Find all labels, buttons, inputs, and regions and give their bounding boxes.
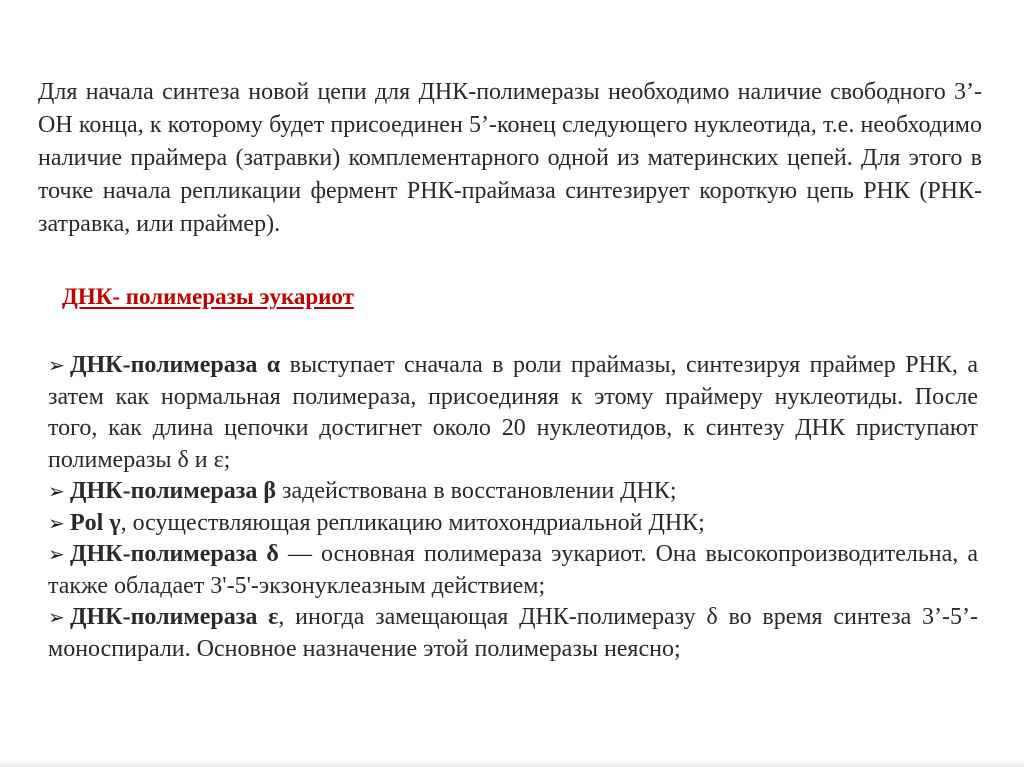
item-text: — основная полимераза эукариот. Она высокопроизводительна, а также обладает 3'-5'-экзонуклеазным действием;	[48, 541, 978, 599]
arrow-bullet-icon: ➢	[48, 605, 65, 629]
item-text: задействована в восстановлении ДНК;	[276, 478, 677, 504]
item-text: , иногда замещающая ДНК-полимеразу δ во время синтеза 3’-5’-моноспирали. Основное назначение этой полимеразы неясно;	[48, 604, 978, 662]
arrow-bullet-icon: ➢	[48, 353, 65, 377]
intro-paragraph: Для начала синтеза новой цепи для ДНК-полимеразы необходимо наличие свободного 3’-ОН конца, к которому будет присоединен 5’-конец следующего нуклеотида, т.е. необходимо наличие праймера (затравки) комплементарного одной из материнских цепей. Для этого в точке начала репликации фермент РНК-праймаза синтезирует короткую цепь РНК (РНК-затравка, или праймер).	[38, 79, 982, 237]
list-item-gamma	[48, 508, 978, 540]
arrow-bullet-icon: ➢	[48, 479, 65, 503]
list-item-beta	[48, 476, 978, 508]
item-term: Pol γ	[70, 509, 121, 536]
list-item-delta	[48, 539, 978, 602]
item-term: ДНК-полимераза β	[70, 478, 277, 504]
item-term: ДНК-полимераза ε	[70, 604, 279, 630]
item-term: ДНК-полимераза α	[70, 352, 281, 378]
section-heading: ДНК- полимеразы эукариот	[62, 284, 354, 309]
arrow-bullet-icon: ➢	[48, 510, 65, 535]
slide-bottom-shadow	[0, 759, 1024, 767]
item-term: ДНК-полимераза δ	[70, 541, 279, 567]
item-text: , осуществляющая репликацию митохондриальной ДНК;	[120, 509, 705, 536]
arrow-bullet-icon: ➢	[48, 542, 65, 566]
polymerase-list	[48, 350, 978, 665]
item-text: выступает сначала в роли праймазы, синтезируя праймер РНК, а затем как нормальная полимераза, присоединяя к этому праймеру нуклеотиды. После того, как длина цепочки достигнет около 20 нуклеотидов, к синтезу ДНК приступают полимеразы δ и ε;	[48, 352, 978, 473]
list-item-epsilon	[48, 602, 978, 665]
list-item-alpha	[48, 350, 978, 476]
